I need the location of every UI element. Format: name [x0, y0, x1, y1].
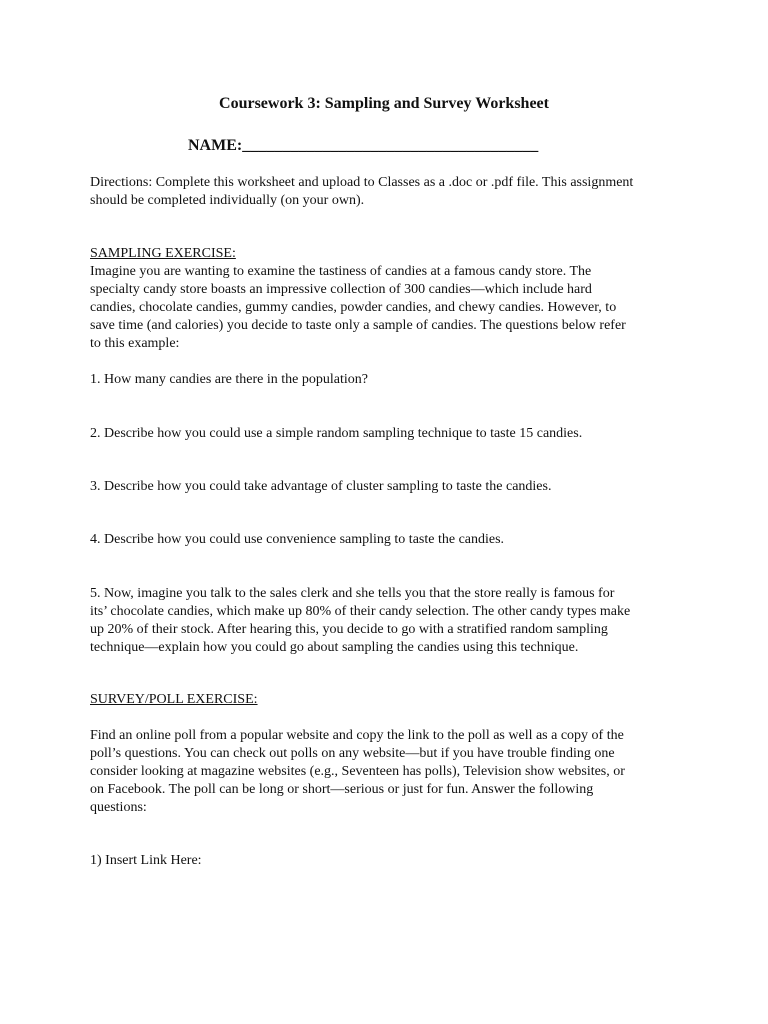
sampling-exercise-heading: SAMPLING EXERCISE: — [90, 246, 236, 261]
page-title: Coursework 3: Sampling and Survey Worksheet — [219, 95, 549, 112]
directions-paragraph: Directions: Complete this worksheet and upload to Classes as a .doc or .pdf file. This assignment should be completed individually (on your own). — [90, 175, 634, 208]
question-2: 2. Describe how you could use a simple random sampling technique to taste 15 candies. — [90, 426, 583, 441]
survey-exercise-heading: SURVEY/POLL EXERCISE: — [90, 692, 258, 707]
question-5: 5. Now, imagine you talk to the sales clerk and she tells you that the store really is famous for its’ chocolate candies, which make up 80% of their candy selection. The other candy types make up 20% of their stock. After hearing this, you decide to go with a stratified random sampling technique—explain how you could go about sampling the candies using this technique. — [90, 586, 631, 655]
question-4: 4. Describe how you could use convenience sampling to taste the candies. — [90, 532, 505, 547]
name-field-line: NAME:_____________________________________ — [188, 137, 539, 154]
insert-link-item: 1) Insert Link Here: — [90, 853, 202, 868]
question-1: 1. How many candies are there in the population? — [90, 372, 368, 387]
sampling-intro-paragraph: Imagine you are wanting to examine the tastiness of candies at a famous candy store. The specialty candy store boasts an impressive collection of 300 candies—which include hard candies, chocolate candies, gummy candies, powder candies, and chewy candies. However, to save time (and calories) you decide to taste only a sample of candies. The questions below refer to this example: — [90, 264, 626, 351]
survey-intro-paragraph: Find an online poll from a popular website and copy the link to the poll as well as a copy of the poll’s questions. You can check out polls on any website—but if you have trouble finding one consider looking at magazine websites (e.g., Seventeen has polls), Television show websites, or on Facebook. The poll can be long or short—serious or just for fun. Answer the following questions: — [90, 728, 625, 815]
question-3: 3. Describe how you could take advantage of cluster sampling to taste the candies. — [90, 479, 552, 494]
